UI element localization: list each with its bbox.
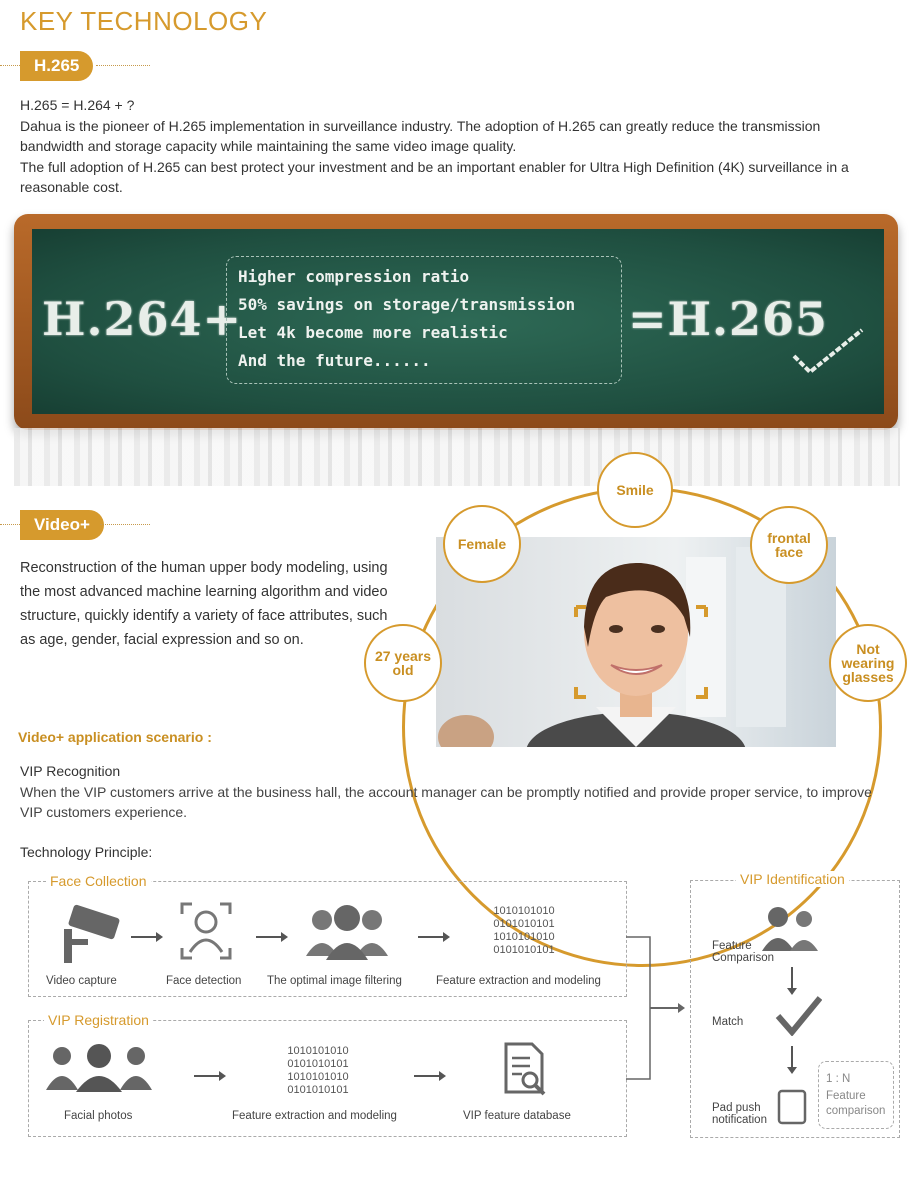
technology-principle-heading: Technology Principle: [20, 844, 153, 860]
chalk-line-1: Higher compression ratio [238, 267, 470, 286]
h265-paragraph-2: The full adoption of H.265 can best protect your investment and be an important enabler for Ultra High Definition (4K) surveillance in a reasonable cost. [20, 158, 849, 195]
attribute-smile: Smile [597, 452, 673, 528]
page-title: KEY TECHNOLOGY [20, 6, 268, 36]
video-plus-description: Reconstruction of the human upper body modeling, using the most advanced machine learning algorithm and video structure, quickly identify a variety of face attributes, such as age, gender, facial expression and so on. [20, 560, 388, 648]
camera-icon [60, 903, 122, 965]
face-detection-icon [178, 900, 234, 962]
application-scenario-title: Video+ application scenario : [18, 729, 212, 745]
arrow-right [418, 936, 444, 938]
step-video-capture: Video capture [46, 975, 117, 987]
arrow-right [414, 1075, 440, 1077]
chalkboard-shadow-strip [14, 428, 900, 486]
ratio-text: 1 : N [826, 1073, 851, 1085]
vip-registration-label: VIP Registration [44, 1012, 153, 1028]
face-collection-label: Face Collection [46, 873, 151, 889]
arrow-down [791, 967, 793, 989]
h265-paragraph-1: Dahua is the pioneer of H.265 implementation in surveillance industry. The adoption of H.265 can greatly reduce the transmission bandwidth and storage capacity while maintaining the same video image quality. [20, 117, 821, 154]
tablet-icon [777, 1089, 807, 1125]
video-plus-tag: Video+ [20, 510, 104, 540]
arrow-down [791, 1046, 793, 1068]
attribute-female: Female [443, 505, 521, 583]
h265-intro [20, 95, 880, 198]
h265-formula: H.265 = H.264 + ? [20, 97, 135, 113]
h265-section-header [0, 51, 160, 81]
group-faces-icon [302, 900, 392, 960]
facial-photos-icon [44, 1042, 156, 1092]
attribute-age: 27 years old [364, 624, 442, 702]
header-dotted-rule-right [100, 524, 150, 525]
h265-tag: H.265 [20, 51, 93, 81]
step-reg-feature-extraction: Feature extraction and modeling [232, 1110, 397, 1122]
arrow-right [256, 936, 282, 938]
attribute-frontal-face: frontal face [750, 506, 828, 584]
binary-code-collection: 1010101010 0101010101 1010101010 0101010101 [493, 905, 555, 956]
pad-push-text: Pad push notification [712, 1102, 767, 1126]
chalk-h264-plus: H.264+ [42, 292, 243, 346]
video-plus-section-header [0, 510, 160, 540]
diagram-connector [624, 935, 686, 1085]
chalk-equals-h265: =H.265 [628, 292, 829, 346]
vip-recognition-heading: VIP Recognition [20, 763, 121, 779]
step-feature-extraction: Feature extraction and modeling [436, 975, 601, 987]
feature-comparison-text: Feature Comparison [712, 940, 774, 964]
step-image-filtering: The optimal image filtering [267, 975, 402, 987]
ratio-label: Feature comparison [826, 1090, 886, 1117]
database-document-icon [500, 1040, 548, 1096]
step-facial-photos: Facial photos [64, 1110, 133, 1122]
chalk-line-3: Let 4k become more realistic [238, 323, 508, 342]
vip-identification-label: VIP Identification [736, 871, 849, 887]
header-dotted-rule-right [96, 65, 150, 66]
chalk-line-2: 50% savings on storage/transmission [238, 295, 576, 314]
attribute-glasses: Not wearing glasses [829, 624, 907, 702]
arrow-right [131, 936, 157, 938]
binary-code-registration: 1010101010 0101010101 1010101010 0101010101 [287, 1045, 349, 1096]
check-icon [774, 996, 822, 1036]
match-text: Match [712, 1016, 744, 1028]
vip-recognition-text: When the VIP customers arrive at the business hall, the account manager can be promptly notified and provide proper service, to improve VIP customers experience. [20, 784, 872, 820]
arrow-right [194, 1075, 220, 1077]
chalk-line-4: And the future...... [238, 351, 431, 370]
chalk-checkmark-icon [790, 326, 866, 380]
step-vip-feature-database: VIP feature database [463, 1110, 571, 1122]
step-face-detection: Face detection [166, 975, 242, 987]
